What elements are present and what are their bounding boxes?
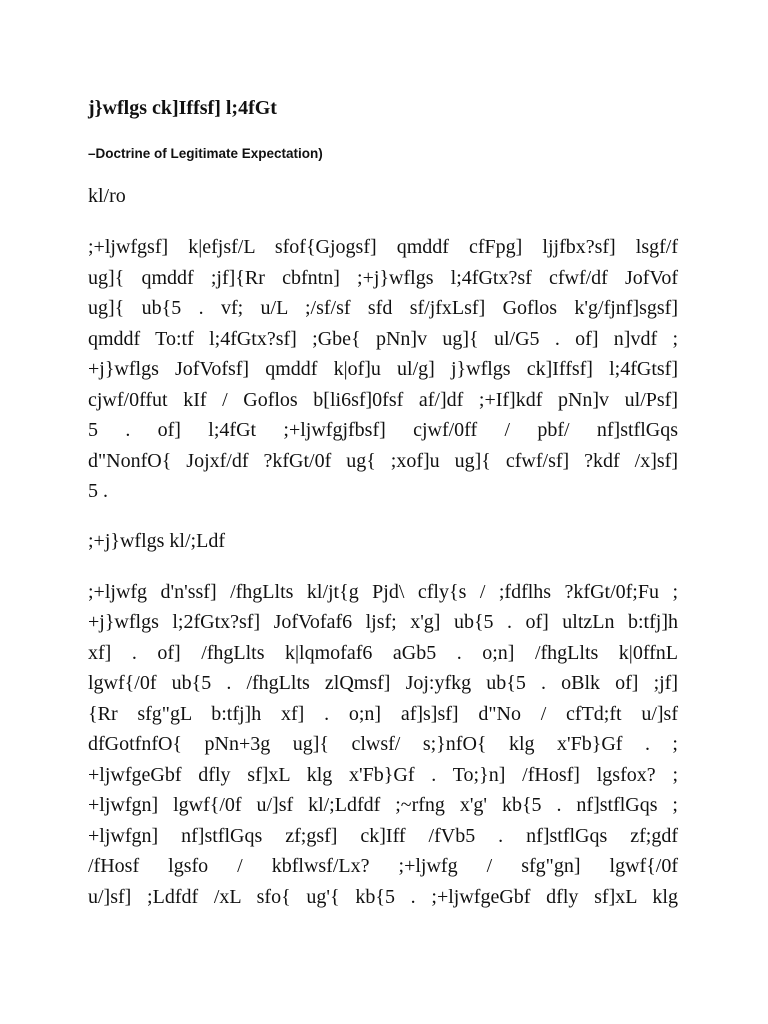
text-line: +ljwfgn] lgwf{/0f u/]sf kl/;Ldfdf ;~rfng x'g' kb{5 . nf]stflGqs ; bbox=[88, 794, 678, 816]
paragraph-constitutional-limits bbox=[88, 577, 678, 913]
text-line: /fHosf lgsfo / kbflwsf/Lx? ;+ljwfg / sfg"gn] lgwf{/0f bbox=[88, 855, 678, 877]
text-line: +ljwfgn] nf]stflGqs zf;gsf] ck]Iff /fVb5 . nf]stflGqs zf;gdf bbox=[88, 824, 678, 847]
section-label-constitutional-limits: ;+j}wflgs kl/;Ldf bbox=[88, 529, 225, 552]
text-line: +j}wflgs JofVofsf] qmddf k|of]u ul/g] j}wflgs ck]Iffsf] l;4fGtsf] bbox=[88, 358, 678, 380]
text-line: ug]{ qmddf ;jf]{Rr cbfntn] ;+j}wflgs l;4fGtx?sf cfwf/df JofVof bbox=[88, 266, 678, 289]
document-subtitle: –Doctrine of Legitimate Expectation) bbox=[88, 146, 323, 161]
text-line: d"NonfO{ Jojxf/df ?kfGt/0f ug{ ;xof]u ug]{ cfwf/sf] ?kdf /x]sf] bbox=[88, 449, 678, 472]
text-line: ug]{ ub{5 . vf; u/L ;/sf/sf sfd sf/jfxLsf] Goflos k'g/fjnf]sgsf] bbox=[88, 297, 678, 319]
document-body bbox=[88, 94, 678, 932]
text-line: xf] . of] /fhgLlts k|lqmofaf6 aGb5 . o;n] /fhgLlts k|0ffnL bbox=[88, 641, 678, 664]
text-line: +ljwfgeGbf dfly sf]xL klg x'Fb}Gf . To;}n] /fHosf] lgsfox? ; bbox=[88, 763, 678, 786]
text-line: cjwf/0ffut kIf / Goflos b[li6sf]0fsf af/]df ;+If]kdf pNn]v ul/Psf] bbox=[88, 388, 678, 411]
text-line: 5 . bbox=[88, 480, 108, 502]
text-line: {Rr sfg"gL b:tfj]h xf] . o;n] af]s]sf] d"No / cfTd;ft u/]sf bbox=[88, 702, 678, 725]
text-line: ;+ljwfg d'n'ssf] /fhgLlts kl/jt{g Pjd\ cfly{s / ;fdflhs ?kfGt/0f;Fu ; bbox=[88, 580, 678, 603]
text-line: lgwf{/0f ub{5 . /fhgLlts zlQmsf] Joj:yfkg ub{5 . oBlk of] ;jf] bbox=[88, 672, 678, 694]
text-line: 5 . of] l;4fGt ;+ljwfgjfbsf] cjwf/0ff / pbf/ nf]stflGqs bbox=[88, 419, 678, 441]
section-label-introduction: kl/ro bbox=[88, 185, 126, 207]
paragraph-introduction bbox=[88, 232, 678, 507]
text-line: qmddf To:tf l;4fGtx?sf] ;Gbe{ pNn]v ug]{ ul/G5 . of] n]vdf ; bbox=[88, 327, 678, 350]
text-line: +j}wflgs l;2fGtx?sf] JofVofaf6 ljsf; x'g] ub{5 . of] ultzLn b:tfj]h bbox=[88, 611, 678, 633]
document-title: j}wflgs ck]Iffsf] l;4fGt bbox=[88, 97, 277, 119]
text-line: ;+ljwfgsf] k|efjsf/L sfof{Gjogsf] qmddf cfFpg] ljjfbx?sf] lsgf/f bbox=[88, 236, 678, 258]
text-line: dfGotfnfO{ pNn+3g ug]{ clwsf/ s;}nfO{ klg x'Fb}Gf . ; bbox=[88, 733, 678, 755]
text-line: u/]sf] ;Ldfdf /xL sfo{ ug'{ kb{5 . ;+ljwfgeGbf dfly sf]xL klg bbox=[88, 885, 678, 908]
